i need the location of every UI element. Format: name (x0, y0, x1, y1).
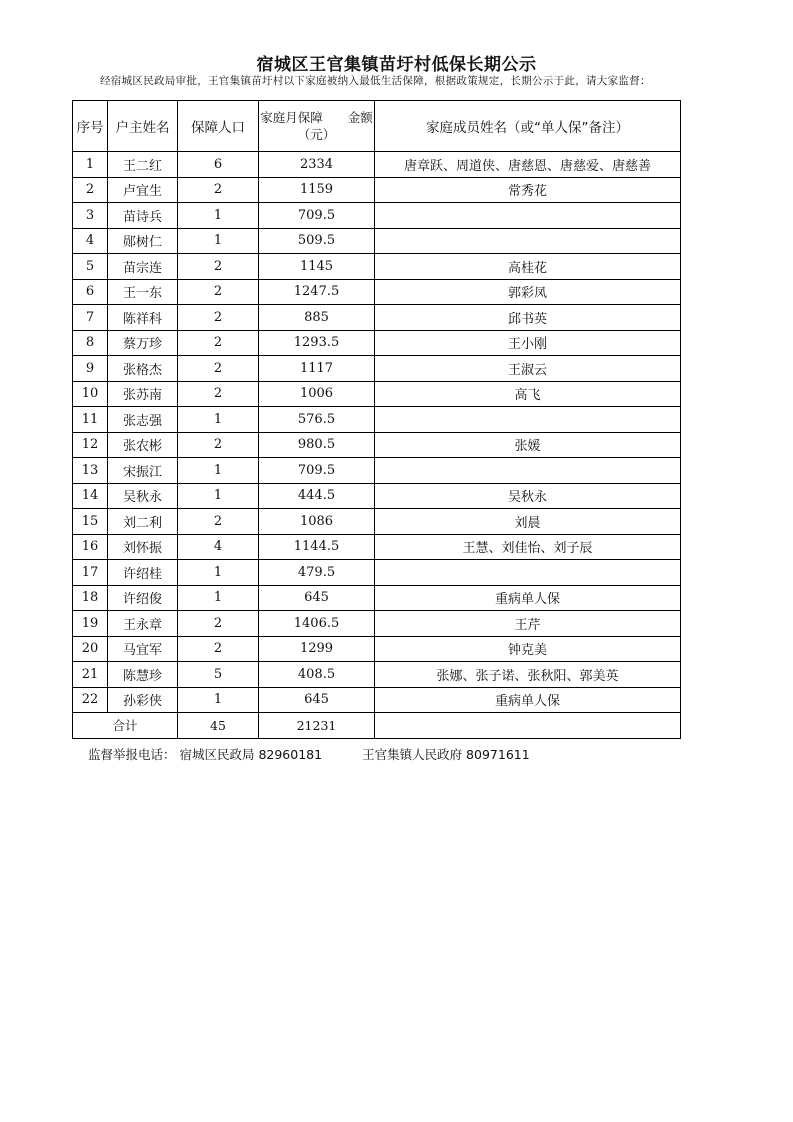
row-head-name: 孙彩侠 (108, 687, 178, 713)
row-amount: 1006 (259, 381, 375, 407)
row-head-name: 陈祥科 (108, 305, 178, 331)
table-row (73, 381, 681, 407)
row-index: 16 (73, 534, 108, 560)
row-amount: 408.5 (259, 662, 375, 688)
row-amount: 2334 (259, 152, 375, 178)
row-index: 6 (73, 279, 108, 305)
table-row (73, 534, 681, 560)
row-index: 13 (73, 458, 108, 484)
row-amount: 1299 (259, 636, 375, 662)
row-head-name: 许绍俊 (108, 585, 178, 611)
row-members: 重病单人保 (375, 687, 681, 713)
table-row (73, 687, 681, 713)
row-amount: 980.5 (259, 432, 375, 458)
row-people: 1 (178, 560, 259, 586)
subsidy-table (72, 100, 681, 739)
row-people: 2 (178, 636, 259, 662)
row-amount: 479.5 (259, 560, 375, 586)
row-head-name: 张农彬 (108, 432, 178, 458)
table-row (73, 483, 681, 509)
row-members (375, 203, 681, 229)
table-row (73, 228, 681, 254)
row-members: 高飞 (375, 381, 681, 407)
row-people: 1 (178, 585, 259, 611)
row-amount: 1247.5 (259, 279, 375, 305)
row-amount: 709.5 (259, 458, 375, 484)
table-row (73, 560, 681, 586)
row-people: 6 (178, 152, 259, 178)
table-row (73, 356, 681, 382)
row-people: 1 (178, 203, 259, 229)
row-members: 唐章跃、周道侠、唐慈恩、唐慈爱、唐慈善 (375, 152, 681, 178)
row-head-name: 刘二利 (108, 509, 178, 535)
total-row (73, 713, 681, 739)
table-row (73, 279, 681, 305)
row-head-name: 刘怀振 (108, 534, 178, 560)
row-members: 重病单人保 (375, 585, 681, 611)
table-row (73, 432, 681, 458)
table-row (73, 254, 681, 280)
row-amount: 1144.5 (259, 534, 375, 560)
row-amount: 709.5 (259, 203, 375, 229)
row-head-name: 蔡万珍 (108, 330, 178, 356)
row-index: 8 (73, 330, 108, 356)
total-people: 45 (178, 713, 259, 739)
table-row (73, 611, 681, 637)
row-index: 19 (73, 611, 108, 637)
row-index: 12 (73, 432, 108, 458)
footer-right: 王官集镇人民政府 80971611 (362, 747, 530, 762)
row-index: 14 (73, 483, 108, 509)
row-index: 22 (73, 687, 108, 713)
table-row (73, 152, 681, 178)
table-row (73, 330, 681, 356)
row-members: 刘晨 (375, 509, 681, 535)
row-amount: 1159 (259, 177, 375, 203)
table-body (73, 152, 681, 713)
row-head-name: 卢宜生 (108, 177, 178, 203)
row-members: 邱书英 (375, 305, 681, 331)
row-members: 吴秋永 (375, 483, 681, 509)
row-head-name: 王二红 (108, 152, 178, 178)
row-amount: 576.5 (259, 407, 375, 433)
page-title: 宿城区王官集镇苗圩村低保长期公示 (256, 55, 537, 75)
table-row (73, 509, 681, 535)
row-members (375, 407, 681, 433)
row-members (375, 228, 681, 254)
row-people: 2 (178, 432, 259, 458)
row-members (375, 560, 681, 586)
row-people: 1 (178, 458, 259, 484)
row-people: 2 (178, 509, 259, 535)
table-row (73, 458, 681, 484)
table-row (73, 585, 681, 611)
row-people: 2 (178, 330, 259, 356)
row-amount: 885 (259, 305, 375, 331)
intro-paragraph: 经宿城区民政局审批，王官集镇苗圩村以下家庭被纳入最低生活保障，根据政策规定，长期公示于此，请大家监督： (100, 75, 651, 87)
row-head-name: 苗诗兵 (108, 203, 178, 229)
header-amount: 家庭月保障 金额（元） (259, 101, 375, 152)
table-row (73, 305, 681, 331)
table-row (73, 662, 681, 688)
row-head-name: 许绍桂 (108, 560, 178, 586)
row-members: 常秀花 (375, 177, 681, 203)
row-index: 5 (73, 254, 108, 280)
row-members: 王芹 (375, 611, 681, 637)
row-people: 2 (178, 254, 259, 280)
row-amount: 645 (259, 585, 375, 611)
table-row (73, 203, 681, 229)
row-people: 5 (178, 662, 259, 688)
table-row (73, 177, 681, 203)
header-head-name: 户主姓名 (108, 101, 178, 152)
row-members: 王淑云 (375, 356, 681, 382)
row-members: 郭彩凤 (375, 279, 681, 305)
row-members: 高桂花 (375, 254, 681, 280)
row-members: 王慧、刘佳怡、刘子辰 (375, 534, 681, 560)
row-index: 15 (73, 509, 108, 535)
table-row (73, 636, 681, 662)
header-index: 序号 (73, 101, 108, 152)
row-amount: 444.5 (259, 483, 375, 509)
row-index: 20 (73, 636, 108, 662)
row-head-name: 宋振江 (108, 458, 178, 484)
row-people: 4 (178, 534, 259, 560)
row-index: 21 (73, 662, 108, 688)
total-members-empty (375, 713, 681, 739)
row-amount: 1406.5 (259, 611, 375, 637)
row-head-name: 张苏南 (108, 381, 178, 407)
row-index: 11 (73, 407, 108, 433)
row-head-name: 马宜军 (108, 636, 178, 662)
row-members: 张媛 (375, 432, 681, 458)
row-people: 2 (178, 356, 259, 382)
row-amount: 509.5 (259, 228, 375, 254)
row-index: 18 (73, 585, 108, 611)
header-members: 家庭成员姓名（或“单人保”备注） (375, 101, 681, 152)
footer-left: 监督举报电话： 宿城区民政局 82960181 (88, 747, 323, 762)
row-index: 10 (73, 381, 108, 407)
row-head-name: 陈慧珍 (108, 662, 178, 688)
row-people: 2 (178, 381, 259, 407)
row-people: 1 (178, 407, 259, 433)
row-people: 2 (178, 177, 259, 203)
header-people: 保障人口 (178, 101, 259, 152)
row-head-name: 张格杰 (108, 356, 178, 382)
row-amount: 1086 (259, 509, 375, 535)
row-head-name: 郧树仁 (108, 228, 178, 254)
row-people: 1 (178, 228, 259, 254)
row-index: 2 (73, 177, 108, 203)
footer-contact (88, 745, 530, 763)
row-amount: 1293.5 (259, 330, 375, 356)
row-amount: 1145 (259, 254, 375, 280)
row-people: 2 (178, 305, 259, 331)
row-index: 9 (73, 356, 108, 382)
total-label: 合计 (73, 713, 178, 739)
row-members: 张娜、张子诺、张秋阳、郭美英 (375, 662, 681, 688)
row-index: 1 (73, 152, 108, 178)
row-amount: 645 (259, 687, 375, 713)
row-index: 3 (73, 203, 108, 229)
row-members: 王小刚 (375, 330, 681, 356)
row-head-name: 张志强 (108, 407, 178, 433)
row-members (375, 458, 681, 484)
total-amount: 21231 (259, 713, 375, 739)
row-index: 7 (73, 305, 108, 331)
row-amount: 1117 (259, 356, 375, 382)
row-people: 1 (178, 687, 259, 713)
row-people: 2 (178, 279, 259, 305)
table-row (73, 407, 681, 433)
row-people: 2 (178, 611, 259, 637)
row-head-name: 王永章 (108, 611, 178, 637)
row-index: 4 (73, 228, 108, 254)
row-head-name: 王一东 (108, 279, 178, 305)
row-people: 1 (178, 483, 259, 509)
row-members: 钟克美 (375, 636, 681, 662)
row-head-name: 吴秋永 (108, 483, 178, 509)
row-index: 17 (73, 560, 108, 586)
row-head-name: 苗宗连 (108, 254, 178, 280)
table-header-row (73, 101, 681, 152)
